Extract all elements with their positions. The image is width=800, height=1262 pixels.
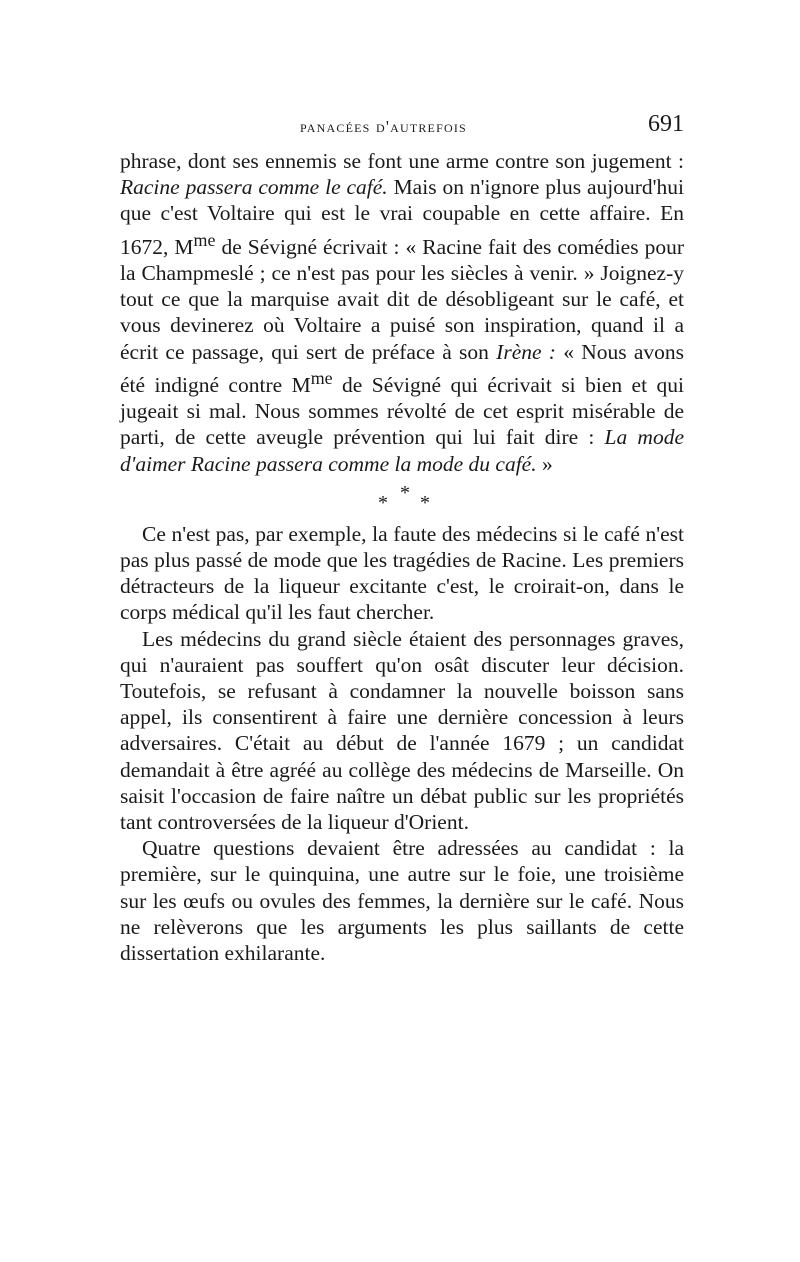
italic-title: Irène : xyxy=(496,339,556,364)
text-run: » xyxy=(536,451,553,476)
section-separator xyxy=(120,477,684,521)
paragraph-continued xyxy=(120,148,684,477)
body-text xyxy=(120,148,684,966)
superscript: me xyxy=(310,367,333,388)
asterisk: * xyxy=(420,491,430,514)
asterisk: * xyxy=(400,481,410,504)
text-run: « Nous avons été indigné contre M xyxy=(120,339,684,397)
italic-quote: La mode d'aimer Racine passera comme la mode du café. xyxy=(120,425,684,476)
page-number: 691 xyxy=(648,111,684,137)
text-run: de Sévigné écrivait : « Racine fait des comédies pour la Champmeslé ; ce n'est pas pour les siècles à venir. » Joignez-y tout ce que la marquise avait dit de désobligeant sur le café, et vous devinerez où Voltaire a puisé son inspiration, quand il a écrit ce passage, qui sert de préface à son xyxy=(120,234,685,364)
page-header xyxy=(120,111,684,139)
paragraph: Quatre questions devaient être adressées au candidat : la première, sur le quinquina, une autre sur le foie, une troisième sur les œufs ou ovules des femmes, la dernière sur le café. Nous ne relèverons que les arguments les plus saillants de cette dissertation exhilarante. xyxy=(120,836,684,965)
italic-quote: Racine passera comme le café. xyxy=(120,175,388,200)
paragraph: Ce n'est pas, par exemple, la faute des médecins si le café n'est pas plus passé de mode que les tragédies de Racine. Les premiers détracteurs de la liqueur excitante c'est, le croirait-on, dans le corps médical qu'il les faut chercher. xyxy=(120,521,684,625)
paragraph: Les médecins du grand siècle étaient des personnages graves, qui n'auraient pas souffert qu'on osât discuter leur décision. Toutefois, se refusant à condamner la nouvelle boisson sans appel, ils consentirent à faire une dernière concession à leurs adversaires. C'était au début de l'année 1679 ; un candidat demandait à être agréé au collège des médecins de Marseille. On saisit l'occasion de faire naître un débat public sur les propriétés tant controversées de la liqueur d'Orient. xyxy=(120,626,684,834)
asterisk: * xyxy=(378,491,388,514)
running-title: panacées d'autrefois xyxy=(300,117,467,136)
text-run: phrase, dont ses ennemis se font une arme contre son jugement : xyxy=(120,149,684,173)
text-run: Mais on n'ignore plus aujourd'hui que c'est Voltaire qui est le vrai coupable en cette affaire. En 1672, M xyxy=(120,175,684,259)
superscript: me xyxy=(193,229,216,250)
text-run: de Sévigné qui écrivait si bien et qui jugeait si mal. Nous sommes révolté de cet esprit misérable de parti, de cette aveugle prévention qui lui fait dire : xyxy=(120,372,684,450)
